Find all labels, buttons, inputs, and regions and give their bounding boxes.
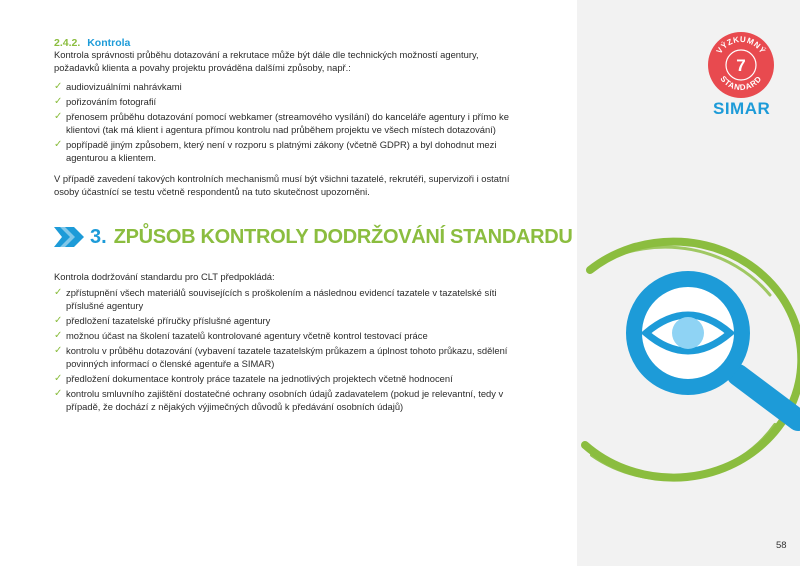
control-methods-list [54, 80, 524, 166]
badge-bottom-text: STANDARD [718, 74, 764, 93]
requirements-list [54, 286, 524, 415]
checkmark-icon: ✓ [54, 81, 63, 92]
list-item: ✓ kontrolu smluvního zajištění dostatečné ochrany osobních údajů zadavatelem (pokud je relevantní, tedy v případě, že dochází z nějakých výjimečných důvodů k předávání osobních údajů) [54, 388, 504, 412]
intro-paragraph: Kontrola správnosti průběhu dotazování a rekrutace může být dále dle technických možností agentury, požadavků klienta a povahy projektu prováděna dalšími způsoby, např.: [54, 49, 479, 73]
checkmark-icon: ✓ [54, 111, 63, 122]
list-item: ✓ pořizováním fotografií [54, 96, 157, 107]
badge-top-text: VÝZKUMNÝ [714, 34, 768, 56]
badge-number: 7 [736, 56, 746, 75]
list-item: ✓ možnou účast na školení tazatelů kontrolované agentury včetně kontrol testovací práce [54, 330, 428, 341]
list-item: ✓ popřípadě jiným způsobem, který není v rozporu s platnými zákony (včetně GDPR) a byl dohodnut mezi agenturou a klientem. [54, 139, 497, 163]
checkmark-icon: ✓ [54, 373, 63, 384]
section-number: 3. [90, 225, 107, 248]
list-item: ✓ předložení dokumentace kontroly práce tazatele na jednotlivých projektech včetně hodnocení [54, 373, 453, 384]
list-item: ✓ zpřístupnění všech materiálů souvisejících s proškolením a následnou evidencí tazatele v tazatelské síti příslušné agentury [54, 287, 497, 311]
standard-badge-icon [706, 30, 776, 100]
list-item: ✓ předložení tazatelské příručky příslušné agentury [54, 315, 271, 326]
section-title: ZPŮSOB KONTROLY DODRŽOVÁNÍ STANDARDU [113, 225, 573, 248]
page-number: 58 [776, 540, 787, 551]
section-chevron-icon [54, 227, 84, 247]
checkmark-icon: ✓ [54, 315, 63, 326]
checkmark-icon: ✓ [54, 330, 63, 341]
brand-logo: SIMAR [713, 99, 771, 118]
list-item: ✓ přenosem průběhu dotazování pomocí webkamer (streamového vysílání) do kanceláře agentury i přímo ke klientovi (tak má klient i agentura přímou kontrolu nad průběhem projektu ve všech místech dotazování) [54, 111, 509, 135]
checkmark-icon: ✓ [54, 388, 63, 399]
notice-paragraph: V případě zavedení takových kontrolních mechanismů musí být všichni tazatelé, rekrutéři, supervizoři i ostatní osoby účastnící se testu včetně respondentů na tuto skutečnost upozorněni. [54, 173, 510, 197]
subsection-title: Kontrola [87, 37, 131, 49]
checkmark-icon: ✓ [54, 345, 63, 356]
magnifier-eye-icon [540, 235, 800, 495]
checkmark-icon: ✓ [54, 139, 63, 150]
subsection-number: 2.4.2. [54, 37, 81, 49]
checkmark-icon: ✓ [54, 96, 63, 107]
section-heading [54, 224, 573, 250]
section-intro: Kontrola dodržování standardu pro CLT předpokládá: [54, 271, 275, 282]
list-item: ✓ kontrolu v průběhu dotazování (vybavení tazatele tazatelským průkazem a úplnost tohoto průkazu, sdělení povinných informací o členské agentuře a SIMAR) [54, 345, 508, 369]
list-item: ✓ audiovizuálními nahrávkami [54, 81, 182, 92]
checkmark-icon: ✓ [54, 287, 63, 298]
